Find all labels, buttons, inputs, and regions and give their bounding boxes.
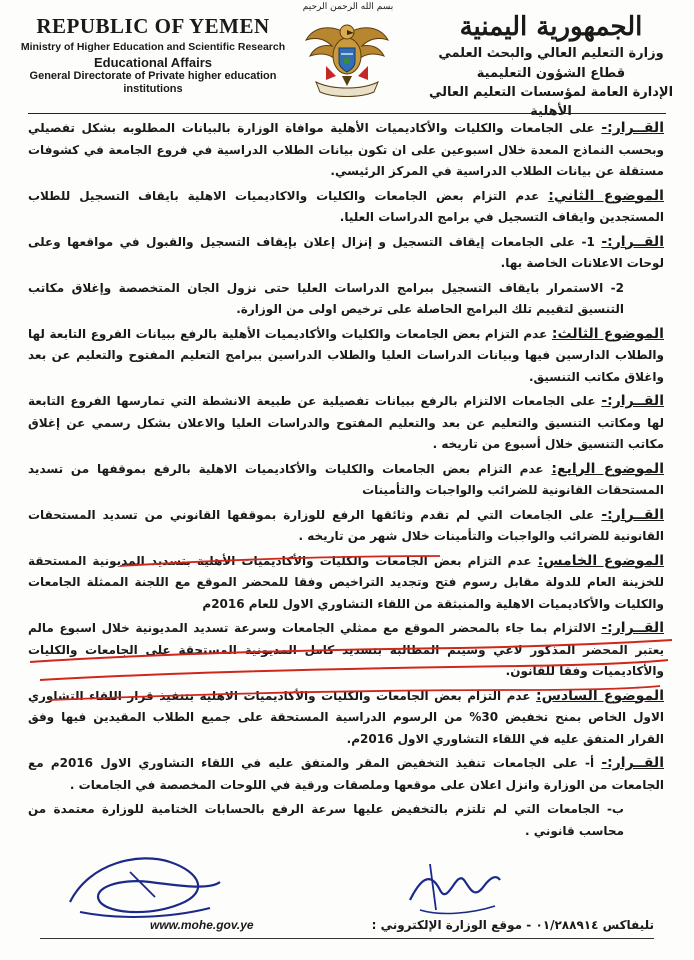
paragraph-text: عدم التزام بعض الجامعات والكليات والاكاديميات الاهلية بايقاف التسجيل للطلاب المستجدين وايقاف التسجيل في برامج الدراسات العليا. <box>28 188 664 224</box>
decision-label: القــرار:- <box>601 506 664 523</box>
topic-label: الموضوع الخامس: <box>537 552 664 569</box>
topic-label: الموضوع السادس: <box>536 687 664 704</box>
affairs-name-en: Educational Affairs <box>94 55 212 70</box>
paragraph-text: عدم التزام بعض الجامعات والكليات والأكاديميات الأهلية بالرفع ببيانات الفروع التابعة لها والطلاب الدارسين فيها وبيانات الدراسات العليا والطلاب الدراسين ببرامج التعليم المفتوح والتعليم عن بعد واغلاق مكاتب التنسيق. <box>28 326 664 384</box>
telefax-text: تليفاكس ٠١/٢٨٨٩١٤ - موقع الوزارة الإلكتروني : <box>371 918 654 932</box>
directorate-name-en: General Directorate of Private higher education institutions <box>29 70 277 95</box>
paragraph-text: على الجامعات والكليات والأكاديميات الأهلية موافاة الوزارة بالبيانات المطلوبه بشكل تفصيلي وبحسب النماذج المعدة خلال اسبوعين على ان تكون بيانات الطلاب الدراسية في فروع الجامعة في كشوفات مستقلة عن بيانات الطلاب الدراسية في المركز الرئيسي. <box>28 121 664 178</box>
website-link[interactable]: www.mohe.gov.ye <box>150 918 254 932</box>
topic-label: الموضوع الرابع: <box>551 460 664 477</box>
decision-label: القــرار:- <box>601 755 664 771</box>
paragraph-text: 1- على الجامعات إيقاف التسجيل و إنزال إعلان بإيقاف التسجيل والقبول في مواقعها وعلى لوحات الاعلانات الخاصة بها. <box>28 234 664 270</box>
basmala: بسم الله الرحمن الرحيم <box>302 2 394 12</box>
paragraph-text: عدم التزام بعض الجامعات والكليات والأكاديميات الاهلية بتنفيذ قرار اللقاء التشاوري الاول الخاص بمنح تخفيض 30% من الرسوم الدراسية المستحقة على جميع الطلاب المقيدين فيها وفق القرار المتفق عليه في اللقاء التشاوري الاول 2016م. <box>28 688 664 746</box>
ministry-name-en: Ministry of Higher Education and Scientific Research <box>20 41 286 53</box>
signature-right-icon <box>400 850 510 920</box>
sector-name-ar: قطاع الشؤون التعليمية <box>476 66 626 81</box>
paragraph-text: على الجامعات التي لم تقدم وثائقها الرفع للوزارة بموقفها القانوني من تسديد المستحقات القانونية للضرائب والواجبات والتأمينات خلال شهر من تاريخه . <box>28 507 664 543</box>
decision-label: القــرار:- <box>601 233 664 250</box>
decision-label: القــرار:- <box>601 393 664 409</box>
paragraph-text: 2- الاستمرار بايقاف التسجيل ببرامج الدراسات العليا حتى نزول الجان المتخصصة وإغلاق مكاتب التنسيق لتقييم تلك البرامج الحاصلة على ترخيص اولى من الوزارة. <box>28 280 624 316</box>
paragraph-text: على الجامعات الالتزام بالرفع ببيانات تفصيلية عن طبيعة الانشطة التي تمارسها الفروع التابعة لها ومكاتب التنسيق والتعليم عن بعد والتعليم المفتوح والدراسات العليا والاعلان بشكل رسمي عن إغلاق مكاتب التنسيق خلال أسبوع من تاريخه . <box>28 394 664 451</box>
paragraph-text: عدم التزام بعض الجامعات والكليات والأكاديميات الاهلية بالرفع بموقفها من تسديد المستحقات القانونية للضرائب والواجبات والتأمينات <box>28 461 664 497</box>
topic-label: الموضوع الثاني: <box>548 187 664 204</box>
decision-label: القــرار:- <box>601 620 664 636</box>
paragraph-text: الالتزام بما جاء بالمحضر الموقع مع ممثلي الجامعات وسرعة تسديد المديونية خلال اسبوع مالم يعتبر المحضر المذكور لاغي وسيتم المطالبة بتسديد كامل المديونية المستحقة على الجامعات والكليات والأكاديميات وفقا للقانون. <box>28 621 664 678</box>
paragraph-text: أ- على الجامعات تنفيذ التخفيض المقر والمتفق عليه في اللقاء التشاوري الاول 2016م مع الجامعات من الوزارة وانزل اعلان على موقعها وملصقات ورقية في اللوحات المخصصة في الجامعات . <box>28 756 664 792</box>
paragraph-text: عدم التزام بعض الجامعات والكليات والأكاديميات الأهلية بتسديد المديونية المستحقة للخزينة العام للدولة مقابل رسوم فتح وتجديد التراخيص وفقا للمحضر الموقع مع اللجنة الممثلة الجامعات والكليات والأكاديميات الاهلية والمنبثقة من اللقاء التشاوري الاول للعام 2016م <box>28 553 664 611</box>
republic-title-ar: الجمهورية اليمنية <box>459 12 643 42</box>
footer-divider <box>40 938 654 939</box>
decision-label: القــرار:- <box>601 120 664 136</box>
directorate-name-ar: الإدارة العامة لمؤسسات التعليم العالي الأهلية <box>428 85 674 119</box>
republic-title-en: REPUBLIC OF YEMEN <box>36 14 270 38</box>
paragraph-text: ب- الجامعات التي لم تلتزم بالتخفيض عليها سرعة الرفع بالحسابات الختامية للوزارة معتمدة من محاسب قانوني . <box>28 802 624 838</box>
topic-label: الموضوع الثالث: <box>551 325 664 342</box>
ministry-name-ar: وزارة التعليم العالي والبحث العلمي <box>438 46 664 61</box>
